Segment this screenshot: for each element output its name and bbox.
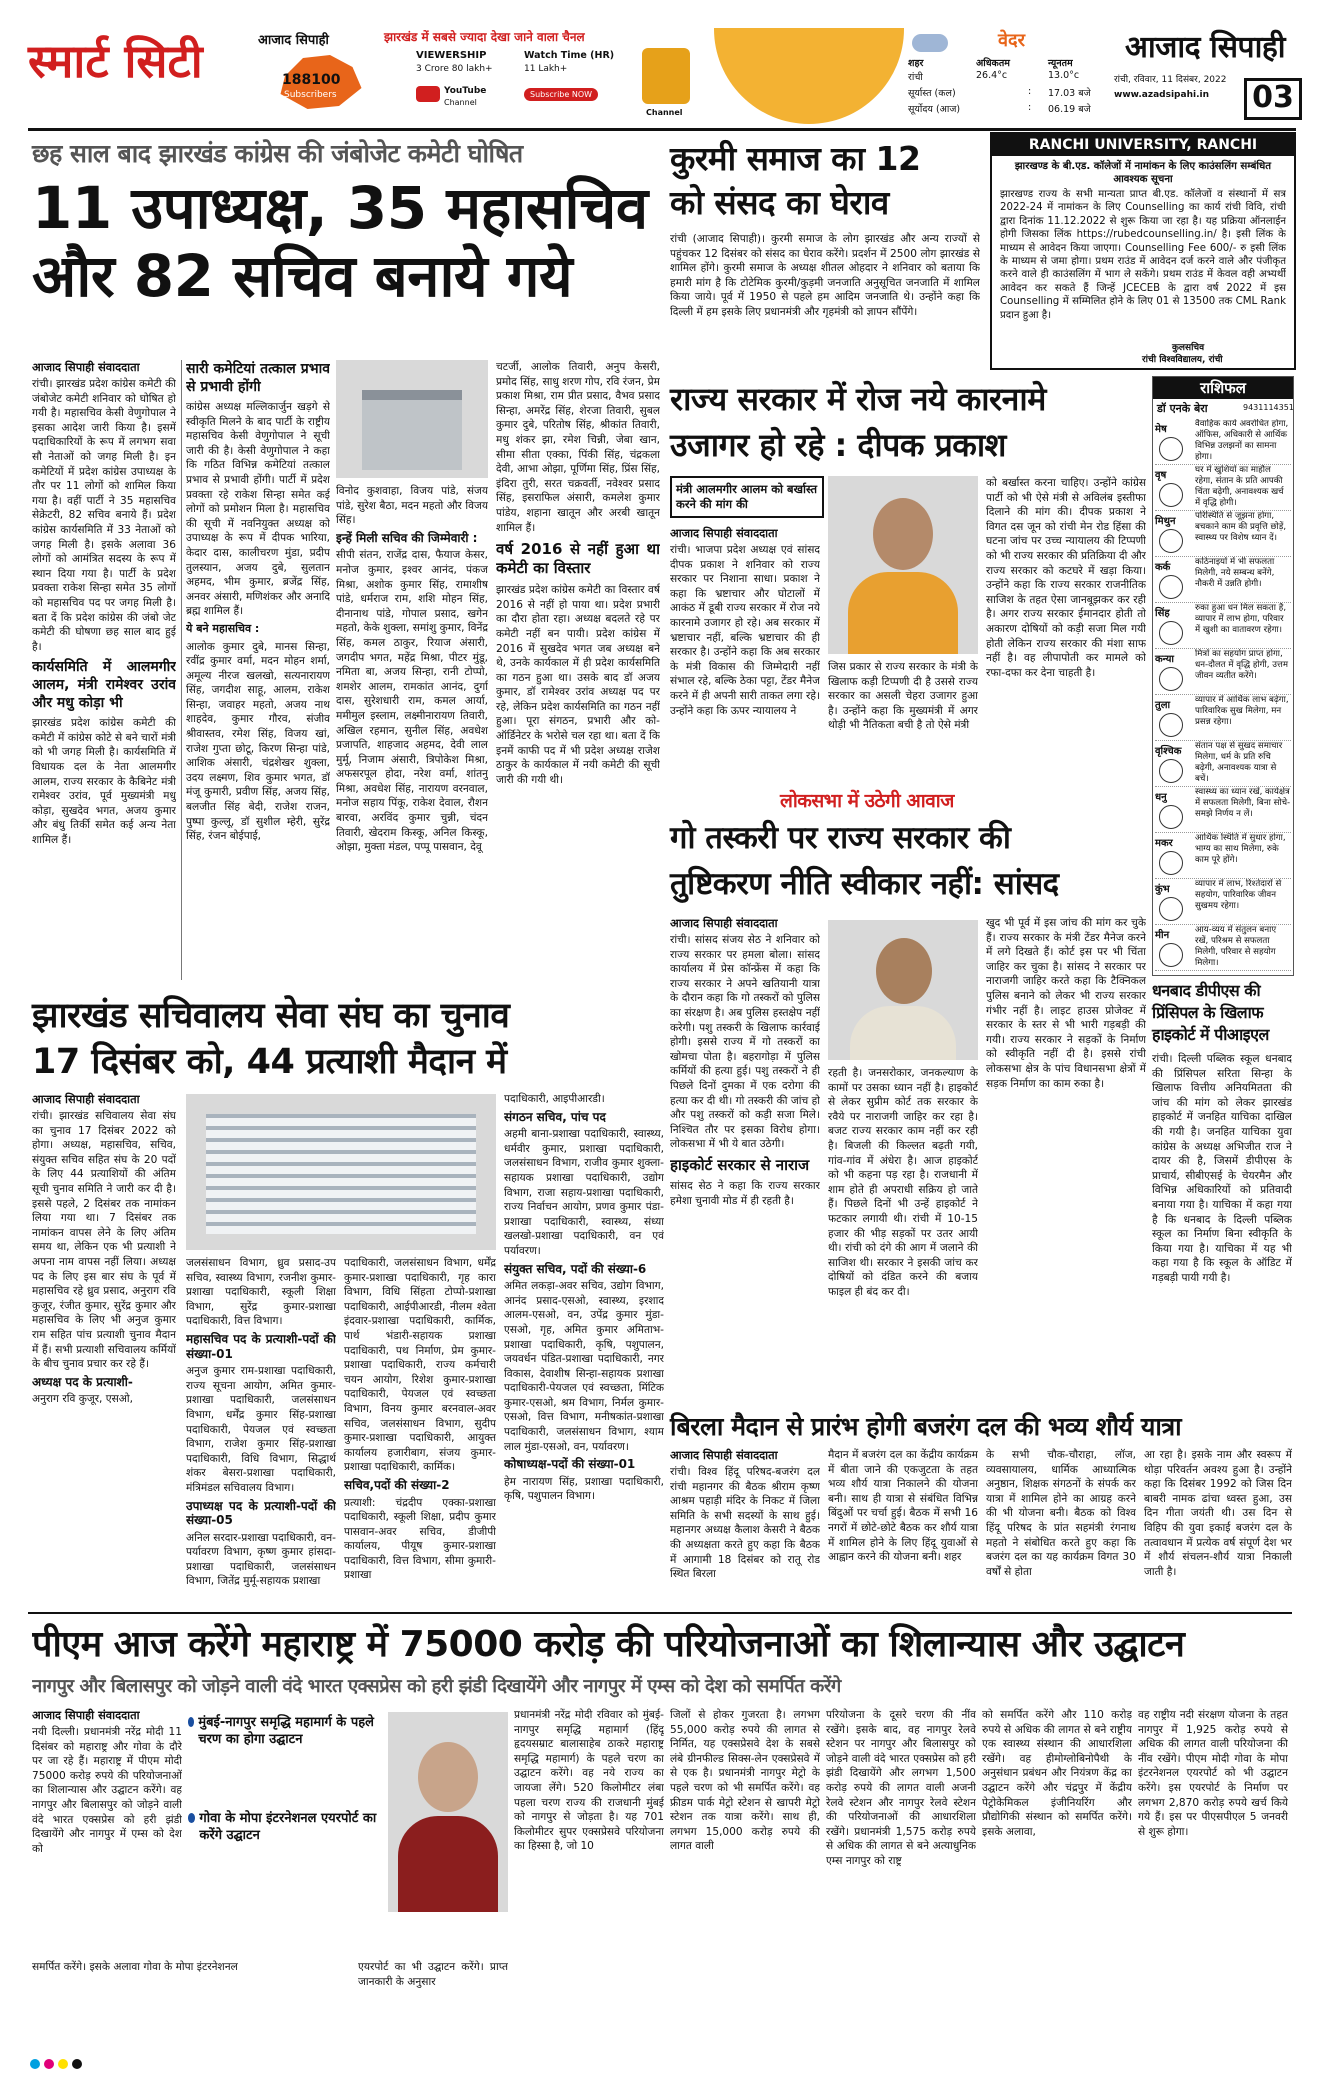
rashifal-sign-name: सिंह (1155, 608, 1170, 619)
bullet-item-1 (188, 1714, 378, 1748)
zodiac-icon (1159, 851, 1183, 875)
story-sach-body-3b: प्रत्याशी: चंद्रदीप एक्का-प्रशाखा पदाधिकारी, स्कूली शिक्षा, प्रदीप कुमार पासवान-अवर सचिव, डीजीपी कार्यालय, पीयूष कुमार-प्रशाखा पदाधिकारी, वित्त विभाग, सीमा कुमारी-प्रशाखा (344, 1496, 496, 1582)
masthead-rule (28, 128, 1296, 131)
story-pm-body-1: नयी दिल्ली। प्रधानमंत्री नरेंद्र मोदी 11 दिसंबर को महाराष्ट्र और गोवा के दौरे पर जा रहे हैं। महाराष्ट्र में पीएम मोदी 75000 करोड़ रुपये की परियोजनाओं का शिलान्यास और उद्घाटन करेंगे। वह नागपुर और बिलासपुर को जोड़ने वाली वंदे भारत एक्सप्रेस को हरी झंडी दिखायेंगे और नागपुर में एम्स को देश को (32, 1726, 182, 1855)
viewership-value: 3 Crore 80 lakh+ (416, 64, 493, 74)
rashifal-phone: 9431114351 (1243, 403, 1294, 412)
story-sach-body-2c: अनिल सरदार-प्रशाखा पदाधिकारी, वन-पर्यावरण विभाग, कृष्ण कुमार हांसदा-प्रशाखा पदाधिकारी, जलसंसाधन विभाग, जितेंद्र मुर्मू-सहायक प्रशाखा (186, 1531, 336, 1588)
notice-sign-1: कुलसचिव (1172, 343, 1205, 353)
reg-mark-icon (58, 2059, 68, 2069)
rashifal-item (1155, 419, 1291, 465)
rashifal-text: परिस्थिति से जूझना होगा, बचकाने काम की प्रवृत्ति छोड़ें, स्वास्थ्य पर विशेष ध्यान दें। (1195, 511, 1287, 543)
zodiac-icon (1159, 897, 1183, 921)
story-sach-sub-7: कोषाध्यक्ष-पदों की संख्या-01 (504, 1457, 636, 1472)
story-go-byline: आजाद सिपाही संवाददाता (670, 916, 778, 930)
story-sach-headline-2: 17 दिसंबर को, 44 प्रत्याशी मैदान में (32, 1042, 507, 1082)
bullet-icon (188, 1813, 195, 1823)
col-divider (181, 360, 182, 980)
zodiac-icon (1159, 437, 1183, 461)
story-dps-headline-2: प्रिंसिपल के खिलाफ (1152, 1003, 1264, 1022)
story-go-headline-1: गो तस्करी पर राज्य सरकार की (670, 820, 1011, 856)
brand-small: आजाद सिपाही (258, 33, 329, 48)
youtube-sub: Channel (444, 98, 477, 107)
story-congress-body-4b: झारखंड प्रदेश कांग्रेस कमेटी का विस्तार वर्ष 2016 से नहीं हो पाया था। प्रदेश प्रभारी का दौरा होता रहा। अध्यक्ष बदलते रहे पर कमेटी नहीं बन पायी। प्रदेश कांग्रेस में 2016 में सुखदेव भगत जब अध्यक्ष बने थे, उनके कार्यकाल में ही प्रदेश कार्यसमिति का गठन हुआ था। उसके बाद डॉ अजय कुमार, डॉ रामेश्वर उरांव अध्यक्ष पद पर रहे, लेकिन प्रदेश कार्यसमिति का गठन नहीं हुआ। पूरा संगठन, प्रभारी और को-ऑर्डिनेटर के भरोसे चल रहा था। बता दें कि इनमें काफी पद में भी प्रदेश अध्यक्ष राजेश ठाकुर के कार्यकाल में नयी कमेटी की सूची जारी की गयी थी। (496, 584, 660, 786)
story-sach-body-4d: हेम नारायण सिंह, प्रशाखा पदाधिकारी, कृषि, पशुपालन विभाग। (504, 1475, 664, 1503)
story-bajrang-col-3: के सभी चौक-चौराहा, लॉज, व्यवसायालय, धार्मिक आध्यात्मिक अनुष्ठान, शिक्षक संगठनों के संपर्क कर यात्रा में शामिल होने का आग्रह करने की भी योजना बनी। बैठक को विश्व हिंदू परिषद के प्रांत सहमंत्री रंगनाथ महतो ने संबोधित करते हुए कहा कि बजरंग दल का यह कार्यक्रम विगत 30 वर्षों से होता (986, 1449, 1136, 1578)
story-deepak-col-2: जिस प्रकार से राज्य सरकार के मंत्री के खिलाफ कड़ी टिप्पणी दी है उससे राज्य सरकार का असली चेहरा उजागर हुआ है। उन्होंने कहा कि मुख्यमंत्री में अगर थोड़ी भी नैतिकता बची है तो ऐसे मंत्री (828, 661, 978, 732)
story-deepak-photo (828, 476, 978, 654)
brand-promo-box (254, 28, 380, 124)
story-congress-sub-5: वर्ष 2016 से नहीं हुआ था कमेटी का विस्तार (496, 540, 660, 578)
rashifal-text: रुका हुआ धन मिल सकता है, व्यापार में लाभ होगा, परिवार में खुशी का वातावरण रहेगा। (1195, 603, 1287, 635)
zodiac-icon (1159, 529, 1183, 553)
story-dps-headline-3: हाइकोर्ट में पीआइएल (1152, 1025, 1269, 1044)
rashifal-item (1155, 695, 1291, 741)
cloud-icon (912, 34, 948, 52)
story-congress-kicker: छह साल बाद झारखंड कांग्रेस की जंबोजेट कमेटी घोषित (32, 139, 523, 168)
reg-mark-icon (44, 2059, 54, 2069)
story-dps-body: रांची। दिल्ली पब्लिक स्कूल धनबाद की प्रिंसिपल सरिता सिन्हा के खिलाफ वित्तीय अनियमितता की जांच की मांग को लेकर झारखंड हाइकोर्ट में जनहित याचिका दाखिल की गयी है। जनहित याचिका युवा कांग्रेस के अध्यक्ष अभिजीत राज ने दायर की है, जिसमें डीपीएस के प्राचार्य, सीबीएसई के चेयरमैन और विभिन्न अधिकारियों को प्रतिवादी बनाया गया है। याचिका में कहा गया है कि धनबाद के दिल्ली पब्लिक स्कूल का निर्माण बिना स्वीकृति के किया गया है। याचिका में यह भी कहा गया है कि स्कूल के ऑडिट में गड़बड़ी पायी गयी है। (1152, 1053, 1292, 1284)
section-title: स्मार्ट सिटी (28, 34, 203, 88)
sunset-value: 17.03 बजे (1048, 88, 1091, 99)
story-go-taskari (670, 788, 1146, 1402)
story-sach-body-4b: अहमी बाना-प्रशाखा पदाधिकारी, स्वास्थ्य, धर्मवीर कुमार, प्रशाखा पदाधिकारी, जलसंसाधन विभाग, राजीव कुमार शुक्ला-सहायक प्रशाखा पदाधिकारी, उद्योग विभाग, राजा सहाय-प्रशाखा पदाधिकारी, राज्य निर्वाचन आयोग, प्रणव कुमार पंडा-प्रशाखा पदाधिकारी, स्वास्थ्य, संध्या खलखो-प्रशाखा पदाधिकारी, वन एवं पर्यावरण। (504, 1128, 664, 1257)
story-sach-body-2: जलसंसाधन विभाग, ध्रुव प्रसाद-उप सचिव, स्वास्थ्य विभाग, रजनीश कुमार-प्रशाखा पदाधिकारी, स्कूली शिक्षा विभाग, सुरेंद्र कुमार-प्रशाखा पदाधिकारी, वित्त विभाग। (186, 1257, 336, 1328)
rashifal-sign-name: मकर (1155, 838, 1173, 849)
promo-title: झारखंड में सबसे ज्यादा देखा जाने वाला चैनल (384, 30, 585, 44)
story-deepak-headline-1: राज्य सरकार में रोज नये कारनामे (670, 380, 1046, 418)
zodiac-icon (1159, 759, 1183, 783)
story-pm-col-7: वह राष्ट्रीय नदी संरक्षण योजना के तहत नागपुर में 1,925 करोड़ रुपये से अधिक की लागत वाली परियोजना की नींव रखेंगे। पीएम मोदी गोवा के मोपा इंटरनेशनल एयरपोर्ट को भी उद्घाटन करेंगे। इस एयरपोर्ट के निर्माण पर लगभग 2,870 करोड़ रुपये खर्च किये गये हैं। इस पर पीएसपीएल 5 जनवरी से शुरू होगा। (1138, 1709, 1288, 1838)
story-pm-subhead: नागपुर और बिलासपुर को जोड़ने वाली वंदे भारत एक्सप्रेस को हरी झंडी दिखायेंगे और नागपुर में एम्स को देश को समर्पित करेंगे (32, 1676, 841, 1697)
story-kurmi-body: रांची (आजाद सिपाही)। कुरमी समाज के लोग झारखंड और अन्य राज्यों से पहुंचकर 12 दिसंबर को संसद का घेराव करेंगे। प्रदर्शन में 2500 लोग झारखंड से शामिल होंगे। कुरमी समाज के अध्यक्ष शीतल ओहदार ने शनिवार को बताया कि हमारी मांग है कि टोटेमिक कुरमी/कुड़मी जनजाति अनुसूचित जनजाति में शामिल किया जाये। पूर्व में 1950 से पहले हम आदिम जनजाति थे। उन्होंने कहा कि दिल्ली में हम इसके लिए प्रधानमंत्री और गृहमंत्री को ज्ञापन सौंपेंगे। (670, 233, 980, 318)
watch-value: 11 Lakh+ (524, 64, 568, 74)
story-pm-byline: आजाद सिपाही संवाददाता (32, 1708, 140, 1722)
story-sach-col-2 (186, 1256, 336, 1602)
weather-col-min: न्यूनतम (1048, 58, 1073, 69)
story-congress-headline-2: और 82 सचिव बनाये गये (32, 242, 573, 310)
story-congress-sub-4: इन्हें मिली सचिव की जिम्मेवारी : (336, 530, 478, 545)
story-pm-col-1 (32, 1708, 182, 1956)
youtube-label: YouTube (444, 86, 487, 96)
weather-max: 26.4°c (976, 70, 1008, 81)
story-sach-sub-3: उपाध्यक्ष पद के प्रत्याशी-पदों की संख्या-05 (186, 1498, 336, 1528)
rashifal-sign-name: वृश्चिक (1155, 746, 1182, 757)
story-congress-body-1b: झारखंड प्रदेश कांग्रेस कमेटी की कमेटी में कांग्रेस कोटे से बने चारों मंत्री को भी जगह मिली है। कार्यसमिति में विधायक दल के नेता आलमगीर आलम, राज्य सरकार के कैबिनेट मंत्री रामेश्वर उरांव, पूर्व मुख्यमंत्री मधु कोड़ा, सुखदेव भगत, अजय कुमार और बंधु तिर्की समेत कई अन्य नेता शामिल हैं। (32, 717, 176, 847)
zodiac-icon (1159, 943, 1183, 967)
page-number: 03 (1244, 78, 1302, 120)
zodiac-icon (1159, 575, 1183, 599)
subscribe-button[interactable]: Subscribe NOW (524, 88, 598, 101)
story-sach-sub-1: अध्यक्ष पद के प्रत्याशी- (32, 1374, 133, 1389)
story-congress-body-1: रांची। झारखंड प्रदेश कांग्रेस कमेटी की जंबोजेट कमेटी शनिवार को घोषित हो गयी है। महासचिव केसी वेणुगोपाल ने इसका आदेश जारी किया है। इसमें पदाधिकारियों के रूप में लगभग सवा सौ नेताओं को जगह मिली है। इन कमेटियों में प्रदेश कांग्रेस उपाध्यक्ष के तौर पर 11 लोगों को शामिल किया गया है। वहीं पार्टी ने 35 महासचिव सेक्रेटरी, 82 सचिव बनाये हैं। प्रदेश कांग्रेस कार्यसमिति में 33 नेताओं को जगह मिली है। इसके अलावा 36 लोगों को आमंत्रित सदस्य के रूप में स्थान दिया गया है। पार्टी के प्रदेश प्रवक्ता राकेश सिन्हा समेत 35 लोगों को महासचिव पद पर जगह मिली है। बता दें कि प्रदेश कांग्रेस की जंबो जेट कमेटी की घोषणा छह साल बाद हुई है। (32, 378, 176, 653)
story-congress-body-4: चटर्जी, आलोक तिवारी, अनुप केसरी, प्रमोद सिंह, साधु शरण गोप, रवि रंजन, प्रेम प्रकाश मिश्रा, राम प्रीत प्रसाद, वैभव प्रसाद सिन्हा, अमरेंद्र सिंह, शेरजा तिवारी, सुबल कुमार दुबे, परितोष सिंह, श्रीकांत तिवारी, मधु शंकर झा, रमेश चिन्नी, जेबा खान, सीमा सीता एक्का, पिंकी सिंह, चंद्रकला देवी, आभा ओझा, पूर्णिमा सिंह, प्रिंस सिंह, इंदिरा तुरी, सरत चक्रवर्ती, नवेश्वर प्रसाद सिंह, इसराफिल अंसारी, कमलेश कुमार पांडेय, शहाना खातून और अरबी खातून शामिल हैं। (496, 361, 660, 534)
story-sach-body-1b: अनुराग रवि कुजूर, एसओ, (32, 1393, 134, 1406)
rashifal-item (1155, 741, 1291, 787)
weather-box (908, 28, 1108, 124)
story-go-headline-2: तुष्टिकरण नीति स्वीकार नहीं: सांसद (670, 866, 1059, 902)
person-body-icon (848, 572, 958, 654)
story-bajrang-col-2: मैदान में बजरंग दल का केंद्रीय कार्यक्रम में बीता जाने की एकजुटता के तहत भव्य शौर्य यात्रा निकालने की योजना बनी। साथ ही यात्रा से संबंधित विभिन्न बिंदुओं पर चर्चा हुई। बैठक में सभी 16 नगरों में छोटे-छोटे बैठक कर शौर्य यात्रा में शामिल होने के लिए हिंदू युवाओं से आह्वान करने की योजना बनी। शहर (828, 1449, 978, 1564)
story-bajrang-col-4: आ रहा है। इसके नाम और स्वरूप में थोड़ा परिवर्तन अवश्य हुआ है। उन्होंने कहा कि दिसंबर 1992 को जिस दिन बाबरी नामक ढांचा ध्वस्त हुआ, उस दिन गीता जयंती थी। उस दिन से विहिप की युवा इकाई बजरंग दल के तत्वावधान में प्रत्येक वर्ष संपूर्ण देश भर में शौर्य संचलन-शौर्य यात्रा निकाली जाती है। (1144, 1449, 1292, 1578)
story-deepak-headline-2: उजागर हो रहे : दीपक प्रकाश (670, 426, 1006, 464)
story-pm-headline: पीएम आज करेंगे महाराष्ट्र में 75000 करोड़ की परियोजनाओं का शिलान्यास और उद्घाटन (32, 1624, 1185, 1665)
story-sach-body-4: पदाधिकारी, आइपीआरडी। (504, 1093, 605, 1105)
weather-title: वेदर (998, 30, 1025, 51)
person-head-icon (418, 1742, 478, 1812)
story-sach-col-1 (32, 1092, 176, 1602)
website: www.azadsipahi.in (1114, 90, 1209, 100)
story-pm-col-5: परियोजना के दूसरे चरण की नींव रखेंगे। इसके बाद, वह नागपुर रेलवे स्टेशन पर नागपुर और बिलासपुर को जोड़ने वाली वंदे भारत एक्सप्रेस को हरी झंडी दिखायेंगे और लगभग 1,500 करोड़ रुपये की लागत वाली अजनी रेलवे स्टेशन और नागपुर रेलवे स्टेशन की परियोजनाओं की आधारशिला रखेंगे। प्रधानमंत्री 1,575 करोड़ रुपये से अधिक की लागत से बने अत्याधुनिक एम्स नागपुर को राष्ट्र (826, 1709, 976, 1867)
weather-min: 13.0°c (1048, 70, 1080, 81)
story-dps (1152, 980, 1292, 1418)
story-sach-headline-1: झारखंड सचिवालय सेवा संघ का चुनाव (32, 996, 510, 1036)
brand-block (1114, 28, 1296, 124)
notice-sign-2: रांची विश्वविद्यालय, रांची (1142, 355, 1223, 365)
rashifal-title: राशिफल (1153, 377, 1293, 399)
rashifal-text: आय-व्यय में संतुलन बनाए रखें, परिश्रम से सफलता मिलेगी, परिवार से सहयोग मिलेगा। (1195, 925, 1277, 968)
story-sach-col-3 (344, 1256, 496, 1602)
zodiac-icon (1159, 483, 1183, 507)
rashifal-sign-name: वृष (1155, 470, 1167, 481)
story-pm-col-3: प्रधानमंत्री नरेंद्र मोदी रविवार को मुंबई-नागपुर समृद्धि महामार्ग (हिंदू हृदयसम्राट बालासाहेब ठाकरे महाराष्ट्र समृद्धि महामार्ग) के पहले चरण का उद्घाटन करेंगे। वह नये राज्य का जायजा लेंगे। 520 किलोमीटर लंबा पहला चरण राज्य की राजधानी मुंबई को नागपुर से जोड़ता है। यह 701 किलोमीटर सुपर एक्सप्रेसवे परियोजना का हिस्सा है, जो 10 (514, 1709, 664, 1853)
story-congress-byline: आजाद सिपाही संवाददाता (32, 360, 140, 374)
story-pm-col-2b: एयरपोर्ट का भी उद्घाटन करेंगे। प्राप्त जानकारी के अनुसार (358, 1961, 508, 1988)
bullet-icon (188, 1717, 194, 1727)
weather-city: रांची (908, 72, 923, 83)
sunrise-colon: : (1028, 102, 1032, 113)
story-sach-body-3: पदाधिकारी, जलसंसाधन विभाग, धर्मेंद्र कुमार-प्रशाखा पदाधिकारी, गृह कारा विभाग, विधि सिंहता टोप्पो-प्रशाखा पदाधिकारी, आईपीआरडी, नीलम श्वेता इंदवार-प्रशाखा पदाधिकारी, कार्मिक, पार्थ भंडारी-सहायक प्रशाखा पदाधिकारी, पथ निर्माण, प्रेम कुमार-प्रशाखा पदाधिकारी, राज्य कर्मचारी चयन आयोग, रिशेश कुमार-प्रशाखा पदाधिकारी, पेयजल एवं स्वच्छता विभाग, विनय कुमार बरनवाल-अवर सचिव, जलसंसाधन विभाग, सुदीप कुमार-प्रशाखा पदाधिकारी, आयुक्त कार्यालय हजारीबाग, संजय कुमार-प्रशाखा पदाधिकारी, कार्मिक। (344, 1257, 496, 1474)
story-sach-body-4c: अमित लकड़ा-अवर सचिव, उद्योग विभाग, आनंद प्रसाद-एसओ, स्वास्थ्य, इरशाद आलम-एसओ, वन, उपेंद्र कुमार मुंडा-एसओ, गृह, अमित कुमार अमिताभ-प्रशाखा पदाधिकारी, कृषि, पशुपालन, जयवर्धन पंडित-प्रशाखा पदाधिकारी, नगर विकास, देवाशीष सिन्हा-सहायक प्रशाखा पदाधिकारी-पेयजल एवं स्वच्छता, मिंटिक कुमार-एसओ, श्रम विभाग, निर्मल कुमार-एसओ, वित्त विभाग, मनीषकांत-प्रशाखा पदाधिकारी, जलसंसाधन विभाग, श्याम लाल मुंडा-एसओ, वन, पर्यावरण। (504, 1280, 664, 1453)
rashifal-text: मित्रों का सहयोग प्राप्त होगा, धन-दौलत में वृद्धि होगी, उत्तम जीवन व्यतीत करेंगे। (1195, 649, 1288, 681)
rashifal-item (1155, 465, 1291, 511)
story-pm-photo (388, 1712, 508, 1912)
zodiac-icon (1159, 805, 1183, 829)
sunset-colon: : (1028, 86, 1032, 97)
story-go-col-1 (670, 916, 820, 1402)
rashifal-text: कठिनाइयों में भी सफलता मिलेगी, नये सम्बन्ध बनेंगे, नौकरी में उन्नति होगी। (1195, 557, 1275, 589)
person-head-icon (876, 938, 932, 1004)
rashifal-item (1155, 879, 1291, 925)
story-kurmi-headline-1: कुरमी समाज का 12 (670, 139, 921, 178)
circulation-label: Subscribers (284, 90, 337, 100)
story-congress-col-1 (32, 360, 176, 986)
notice-subtitle: झारखण्ड के बी.एड. कॉलेजों में नामांकन के लिए काउंसलिंग सम्बंधित आवश्यक सूचना (1014, 161, 1272, 185)
story-congress-body-2b: आलोक कुमार दुबे, मानस सिन्हा, रवींद्र कुमार वर्मा, मदन मोहन शर्मा, अमूल्य नीरज खलखो, सत्यनारायण सिंह, जगदीश साहू, आलम, राकेश सिन्हा, जवाहर महतो, अजय नाथ शाहदेव, कुमार गौरव, संजीव श्रीवास्तव, रमेश सिंह, विजय खां, राजेश गुप्ता छोटू, किरण सिन्हा पांडे, आशिक अंसारी, चंद्रशेखर शुक्ला, उदय लक्ष्मण, शिव कुमार भगत, डॉ मंजू कुमारी, प्रवीण सिंह, अजय सिंह, बलजीत सिंह बेदी, राजेश राजन, पुष्पा कुल्लू, डॉ सुशील म्हेरी, सुरेंद्र सिंह, रंजन बोईपाई, (186, 640, 330, 843)
story-deepak-col-3: को बर्खास्त करना चाहिए। उन्होंने कांग्रेस पार्टी को भी ऐसे मंत्री से अविलंब इस्तीफा दिलाने की मांग की। दीपक प्रकाश ने विगत दस जून को रांची मेन रोड हिंसा की घटना जांच पर उच्च न्यायालय की टिप्पणी को भी राज्य सरकार की प्रतिक्रिया दी और राज्य सरकार को कटघरे में खड़ा किया। उन्होंने कहा कि राज्य सरकार राजनीतिक साजिश के तहत ऐसा जानबूझकर कर रही है। अगर राज्य सरकार ईमानदार होती तो अकारण दोषियों को कड़ी सजा मिल गयी होती लेकिन राज्य सरकार की मंशा साफ नहीं है। वह लीपापोती कर मामले को रफा-दफा कर देना चाहती है। (986, 477, 1146, 679)
story-congress-sub-2: सारी कमेटियां तत्काल प्रभाव से प्रभावी होंगी (186, 361, 330, 395)
story-sach-sub-2: महासचिव पद के प्रत्याशी-पदों की संख्या-01 (186, 1331, 336, 1361)
rashifal-item (1155, 925, 1291, 971)
story-bajrang-col-1 (670, 1448, 820, 1604)
zodiac-icon (1159, 667, 1183, 691)
story-go-kicker: लोकसभा में उठेगी आवाज (780, 790, 954, 812)
story-congress-body-3: विनोद कुशवाहा, विजय पांडे, संजय पांडे, सुरेश बैठा, मदन महतो और विजय सिंह। (336, 485, 488, 527)
notice-title: RANCHI UNIVERSITY, RANCHI (992, 134, 1294, 156)
story-go-col-2: रहती है। जनसरोकार, जनकल्याण के कामों पर उसका ध्यान नहीं है। हाइकोर्ट से लेकर सुप्रीम कोर्ट तक सरकार के रवैये पर नाराजगी जाहिर कर रहा है। बजट राज्य सरकार काम नहीं कर रही है। बिजली की किल्लत बढ़ती गयी, गांव-गांव में अंधेरा है। आज हाइकोर्ट को भी कहना पड़ रहा है। राजधानी में शाम होते ही अपराधी सक्रिय हो जाते हैं। पिछले दिनों भी उन्हें हाइकोर्ट ने फटकार लगायी थी। रांची में 10-15 हजार की भीड़ सड़कों पर उतर आयी थी। रांची को दंगे की आग में जलाने की साजिश थी। सरकार ने इसकी जांच कर दोषियों को दंडित करने की बजाय फाइल ही बंद कर दी। (828, 1067, 978, 1298)
story-go-photo (828, 920, 978, 1060)
rashifal-sign-name: तुला (1155, 700, 1171, 711)
story-deepak-col-1 (670, 526, 820, 782)
rashifal-text: आर्थिक स्थिति में सुधार होगा, भाग्य का साथ मिलेगा, रुके काम पूरे होंगे। (1195, 833, 1286, 865)
story-sachivalaya (28, 994, 664, 1604)
reg-mark-icon (72, 2059, 82, 2069)
rashifal-sign-name: धनु (1155, 792, 1167, 803)
rashifal-item (1155, 787, 1291, 833)
sunrise-value: 06.19 बजे (1048, 104, 1091, 115)
story-go-col-3: खुद भी पूर्व में इस जांच की मांग कर चुके हैं। राज्य सरकार के मंत्री टेंडर मैनेज करने में लगे दिखते हैं। कोर्ट इस पर भी चिंता जाहिर कर चुका है। सांसद ने सरकार पर नाराजगी जाहिर करते कहा कि टैक्निकल पुलिस बनाने को लेकर भी राज्य सरकार गंभीर नहीं है। लाइट हाउस प्रोजेक्ट में सरकार के स्तर से भी भारी गड़बड़ी की गयी। राज्य सरकार ने सड़कों के निर्माण को स्वीकृति नहीं दी है। इससे रांची लोकसभा क्षेत्र के पांच विधानसभा क्षेत्रों में सड़क निर्माण का काम रुका है। (986, 917, 1146, 1090)
story-go-sub-1: हाइकोर्ट सरकार से नाराज (670, 1155, 810, 1174)
story-pm-col-4: जिलों से होकर गुजरता है। लगभग 55,000 करोड़ रुपये की लागत से निर्मित, यह एक्सप्रेसवे देश के सबसे लंबे ग्रीनफील्ड सिक्स-लेन एक्सप्रेसवे में से एक है। प्रधानमंत्री नागपुर मेट्रो के पहले चरण को भी समर्पित करेंगे। वह फ्रीडम पार्क मेट्रो स्टेशन से खापरी मेट्रो स्टेशन तक यात्रा करेंगे। साथ ही, लगभग 15,000 करोड़ रुपये की लागत वाली (670, 1709, 820, 1853)
rashifal-author: डॉ एनके बेरा (1157, 402, 1208, 415)
dateline: रांची, रविवार, 11 दिसंबर, 2022 (1114, 75, 1227, 85)
zodiac-icon (1159, 713, 1183, 737)
rashifal-text: वैवाहिक कार्य अवरोधित होगा, ऑफिस, अधिकारी से आर्थिक विभिन्न उलझनों का सामना होगा। (1195, 419, 1289, 462)
person-body-icon (398, 1816, 498, 1912)
rashifal-text: व्यापार में आर्थिक लाभ बढ़ेगा, पारिवारिक सुख मिलेगा, मन प्रसन्न रहेगा। (1195, 695, 1289, 727)
rashifal-sign-name: कर्क (1155, 562, 1171, 573)
story-kurmi (670, 134, 982, 368)
masthead (28, 28, 1296, 128)
person-body-icon (850, 1006, 956, 1060)
story-sach-byline: आजाद सिपाही संवाददाता (32, 1092, 140, 1106)
story-sach-sub-4: सचिव,पदों की संख्या-2 (344, 1477, 450, 1492)
rashifal-text: स्वास्थ्य का ध्यान रखें, कार्यक्षेत्र में सफलता मिलेगी, बिना सोचे-समझे निर्णय न लें। (1195, 787, 1291, 819)
story-deepak-body-1: रांची। भाजपा प्रदेश अध्यक्ष एवं सांसद दीपक प्रकाश ने शनिवार को राज्य सरकार पर निशाना साधा। प्रकाश ने कहा कि भ्रष्टाचार और घोटालों में आकंठ में डूबी राज्य सरकार में रोज नये कारनामे उजागर हो रहे। अब सरकार में भ्रष्टाचार नहीं, बल्कि भ्रष्टाचार की ही सरकार है। उन्होंने कहा कि अब सरकार के मंत्री विकास की जिम्मेदारी नहीं संभाल रहे, बल्कि ठेका पट्टा, टेंडर मैनेज करने में ही अपनी सारी ताकत लगा रहे। उन्होंने कहा कि ऊपर न्यायालय ने (670, 544, 820, 717)
bullet-text-2: गोवा के मोपा इंटरनेशनल एयरपोर्ट का करेंगे उद्घाटन (199, 1811, 377, 1843)
story-go-body-1: रांची। सांसद संजय सेठ ने शनिवार को राज्य सरकार पर हमला बोला। सांसद कार्यालय में प्रेस कॉन्फ्रेंस में कहा कि राज्य सरकार ने अपने खतियानी यात्रा के दौरान कहा कि गो तस्करों को पुलिस का संरक्षण है। अब पुलिस हस्तक्षेप नहीं करेगी। पशु तस्करी के खिलाफ कार्रवाई होगी। इससे राज्य में गो तस्करों का खोमचा पोता है। बहरागोड़ा में पुलिस कर्मियों की हत्या हुई। पशु तस्करों ने ही पिछले दिनों दुमका में एक दरोगा की हत्या कर दी थी। गो तस्करी की जांच हो और पशु तस्करों को कड़ी सजा मिले। निश्चित तौर पर इसका विरोध होगा। लोकसभा में भी ये बात उठेगी। (670, 934, 820, 1151)
story-pm-col-1b: समर्पित करेंगे। इसके अलावा गोवा के मोपा इंटरनेशनल (32, 1961, 238, 1973)
story-pm-bullets (188, 1710, 378, 1920)
sunrise-label: सूर्योदय (आज) (908, 104, 961, 115)
story-congress-headline-1: 11 उपाध्यक्ष, 35 महासचिव (32, 174, 648, 242)
story-bajrang (670, 1410, 1292, 1606)
story-bajrang-headline: बिरला मैदान से प्रारंभ होगी बजरंग दल की भव्य शौर्य यात्रा (670, 1412, 1182, 1441)
channel-promo (384, 28, 702, 124)
rashifal-sign-name: कन्या (1155, 654, 1175, 665)
story-sach-sub-6: संयुक्त सचिव, पदों की संख्या-6 (504, 1261, 647, 1276)
story-congress-col-4 (496, 360, 660, 986)
pen-logo-icon (714, 28, 904, 124)
story-congress-body-2: कांग्रेस अध्यक्ष मल्लिकार्जुन खड़गे से स्वीकृति मिलने के बाद पार्टी के राष्ट्रीय महासचिव केसी वेणुगोपाल ने सूची जारी की है। केसी वेणुगोपाल ने कहा कि गठित विभिन्न कमेटियां तत्काल प्रभाव से प्रभावी होंगी। पार्टी में प्रदेश प्रवक्ता रहे राकेश सिन्हा समेत कई लोगों को प्रमोशन मिला है। महासचिव की सूची में नवनियुक्त अध्यक्ष को उपाध्यक्ष के रूप में दीपक भारिया, केदार दास, कालीचरण मुंडा, प्रदीप तुलस्यान, अजय दुबे, सुलतान अहमद, भीम कुमार, ब्रजेंद्र सिंह, अनवर अंसारी, मणिशंकर और अनादि ब्रह्म शामिल हैं। (186, 401, 330, 618)
weather-col-max: अधिकतम (976, 58, 1010, 69)
story-kurmi-headline-2: को संसद का घेराव (670, 183, 889, 222)
story-dps-headline-1: धनबाद डीपीएस की (1152, 981, 1261, 1000)
zodiac-icon (1159, 621, 1183, 645)
rashifal-text: संतान पक्ष से सुखद समाचार मिलेगा, धर्म के प्रति रुचि बढ़ेगी, अनावश्यक यात्रा से बचें। (1195, 741, 1283, 784)
viewership-label: VIEWERSHIP (416, 50, 487, 61)
story-congress-photo (336, 360, 488, 478)
rashifal-item (1155, 603, 1291, 649)
story-sach-body-2b: अनुज कुमार राम-प्रशाखा पदाधिकारी, राज्य सूचना आयोग, अमित कुमार-प्रशाखा पदाधिकारी, जलसंसाधन विभाग, धर्मेंद्र कुमार सिंह-प्रशाखा पदाधिकारी, पेयजल एवं स्वच्छता विभाग, राजेश कुमार सिंह-प्रशाखा पदाधिकारी, विधि विभाग, सिद्धार्थ शंकर बेसरा-प्रशाखा पदाधिकारी, मंत्रिमंडल सचिवालय विभाग। (186, 1365, 336, 1494)
rashifal-sign-name: मिथुन (1155, 516, 1176, 527)
building-icon (362, 390, 462, 470)
story-go-body-1b: सांसद सेठ ने कहा कि राज्य सरकार हमेशा चुनावी मोड में ही रहती है। (670, 1179, 820, 1207)
rashifal-list (1155, 419, 1291, 971)
bullet-item-2 (188, 1810, 378, 1844)
story-bajrang-body-1: रांची। विश्व हिंदू परिषद-बजरंग दल रांची महानगर की बैठक श्रीराम कृष्ण आश्रम पहाड़ी मंदिर के निकट में जिला समिति के सभी सदस्यों के साथ हुई। महानगर अध्यक्ष कैलाश केसरी ने बैठक की अध्यक्षता करते हुए कहा कि बैठक में आगामी 18 दिसंबर को रातू रोड स्थित बिरला (670, 1466, 820, 1581)
story-sach-body-1: रांची। झारखंड सचिवालय सेवा संघ का चुनाव 17 दिसंबर 2022 को होगा। अध्यक्ष, महासचिव, सचिव, संयुक्त सचिव सहित संघ के 20 पदों के लिए 44 प्रत्याशियों की अंतिम सूची चुनाव समिति ने जारी कर दी है। इससे पहले, 2 दिसंबर तक नामांकन लिया गया था। 7 दिसंबर तक नामांकन वापस लेने के लिए अंतिम समय था, लेकिन एक भी प्रत्याशी ने अपना नाम वापस नहीं लिया। अध्यक्ष पद के लिए इस बार संघ के पूर्व में महासचिव रहे ध्रुव प्रसाद, अनुराग रवि कुजूर, रंजीत कुमार, सुरेंद्र कुमार और महासचिव के लिए भी अनुज कुमार राम सहित पांच प्रत्याशी चुनाव मैदान में हैं। सभी प्रत्याशी सचिवालय कर्मियों के बीच चुनाव प्रचार कर रहे हैं। (32, 1110, 176, 1371)
watch-label: Watch Time (HR) (524, 50, 615, 61)
rashifal-item (1155, 511, 1291, 557)
story-congress (28, 134, 664, 988)
story-congress-col-2 (186, 360, 330, 986)
story-deepak (670, 376, 1146, 782)
sunset-label: सूर्यास्त (कल) (908, 88, 956, 99)
story-pm-col-6: को समर्पित करेंगे और 110 करोड़ रुपये से अधिक की लागत से बने राष्ट्रीय एक स्वास्थ्य संस्थान की आधारशिला रखेंगे। वह हीमोग्लोबिनोपैथी के अनुसंधान प्रबंधन और नियंत्रण केंद्र का उद्घाटन करेंगे और चंद्रपुर में केंद्रीय पेट्रोकेमिकल इंजीनियरिंग और प्रौद्योगिकी संस्थान को समर्पित करेंगे। इसके अलावा, (982, 1709, 1132, 1838)
ranchi-university-notice (990, 132, 1296, 370)
notice-body: झारखण्ड राज्य के सभी मान्यता प्राप्त बी.एड. कॉलेजों व संस्थानों में सत्र 2022-24 में नामांकन के लिए Counselling का कार्य रांची विवि, रांची द्वारा दिनांक 11.12.2022 से शुरू किया जा रहा है। यह प्रक्रिया ऑनलाईन होगी जिसका लिंक https://rubedcounselling.in/ है। इसी लिंक के माध्यम से आवेदन किया जाएगा। Counselling Fee 600/- रु इसी लिंक के माध्यम से जमा होगा। प्रथम राउंड में आवेदन दर्ज करने वाले और पंजीकृत करने वाले ही काउंसलिंग में भाग ले सकेंगे। प्रथम राउंड में केवल वही अभ्यर्थी आवेदन कर सकते हैं जिन्हें JCECEB के द्वारा वर्ष 2022 में इस Counselling में सम्मिलित होने के लिए 01 से 13500 तक CML Rank प्रदान हुआ है। (1000, 189, 1286, 321)
story-congress-sub-3: ये बने महासचिव : (186, 621, 260, 635)
story-sach-photo (186, 1094, 496, 1250)
story-sach-sub-5: संगठन सचिव, पांच पद (504, 1109, 606, 1124)
story-deepak-byline: आजाद सिपाही संवाददाता (670, 526, 778, 540)
rank-badge-icon (642, 48, 690, 104)
brand-name: आजाद सिपाही (1124, 30, 1286, 65)
story-congress-body-3b: सीपी संतन, राजेंद्र दास, फैयाज केसर, मनोज कुमार, इश्वर आनंद, पंकज मिश्रा, अशोक कुमार सिंह, रामाशीष पांडे, धर्मराज राम, शशि मोहन सिंह, दीनानाथ पांडे, गोपाल प्रसाद, खगेन महतो, केके शुक्ला, समांशु कुमार, विनेंद्र सिंह, कमल ठाकुर, रियाज अंसारी, जगदीप भगत, महेंद्र मिश्रा, पीटर मुंडू, नमिता बा, अजय सिन्हा, रानी टोप्पो, शमशेर आलम, रामकांत आनंद, दुर्गा दास, सुरेशधारी राम, कमल आर्या, ममीमुल इस्लाम, लक्ष्मीनारायण तिवारी, अखिल रहमान, सुनील सिंह, अवधेश प्रजापति, शाहजाद अहमद, देवी लाल मुर्मू, निजाम अंसारी, त्रिपोकेश मिश्रा, अफसरपूल होदा, नरेश वर्मा, शांतनु मिश्रा, अवधेश सिंह, नारायण वरनवाल, मनोज सहाय पिंकू, राकेश देवाल, रौशन बारवा, अरविंद कुमार चुन्नी, चंदन तिवारी, खेदराम किस्कू, अनिल किस्कू, ओझा, मुक्ता मंडल, पप्पू पासवान, देवू (336, 549, 488, 854)
rashifal-text: व्यापार में लाभ, रिश्तेदारों से सहयोग, पारिवारिक जीवन सुखमय रहेगा। (1195, 879, 1282, 911)
rank-label: Channel (646, 108, 683, 117)
story-sach-col-4 (504, 1092, 664, 1602)
person-head-icon (873, 498, 933, 570)
story-congress-col-3 (336, 484, 488, 984)
circulation-number: 188100 (282, 72, 341, 88)
story-bajrang-byline: आजाद सिपाही संवाददाता (670, 1448, 778, 1462)
registration-marks (30, 2054, 1292, 2068)
rashifal-sign-name: मीन (1155, 930, 1170, 941)
building-icon (206, 1114, 476, 1234)
youtube-icon (416, 86, 440, 102)
story-deepak-box: मंत्री आलमगीर आलम को बर्खास्त करने की मांग की (670, 476, 824, 518)
rashifal-sign-name: कुंभ (1155, 884, 1170, 895)
bullet-text-1: मुंबई-नागपुर समृद्धि महामार्ग के पहले चरण का होगा उद्घाटन (198, 1715, 374, 1747)
reg-mark-icon (30, 2059, 40, 2069)
rashifal-item (1155, 649, 1291, 695)
rashifal (1152, 376, 1294, 976)
rashifal-item (1155, 557, 1291, 603)
weather-col-city: शहर (908, 58, 924, 69)
rashifal-item (1155, 833, 1291, 879)
rashifal-sign-name: मेष (1155, 424, 1167, 435)
rashifal-text: घर में खुशियों का माहौल रहेगा, संतान के प्रति आपकी चिंता बढ़ेगी, अनावश्यक खर्च में वृद्धि होगी। (1195, 465, 1284, 508)
section-rule (28, 1612, 1292, 1614)
story-pm (28, 1620, 1292, 2056)
story-congress-sub-1: कार्यसमिति में आलमगीर आलम, मंत्री रामेश्वर उरांव और मधु कोड़ा भी (32, 659, 176, 712)
